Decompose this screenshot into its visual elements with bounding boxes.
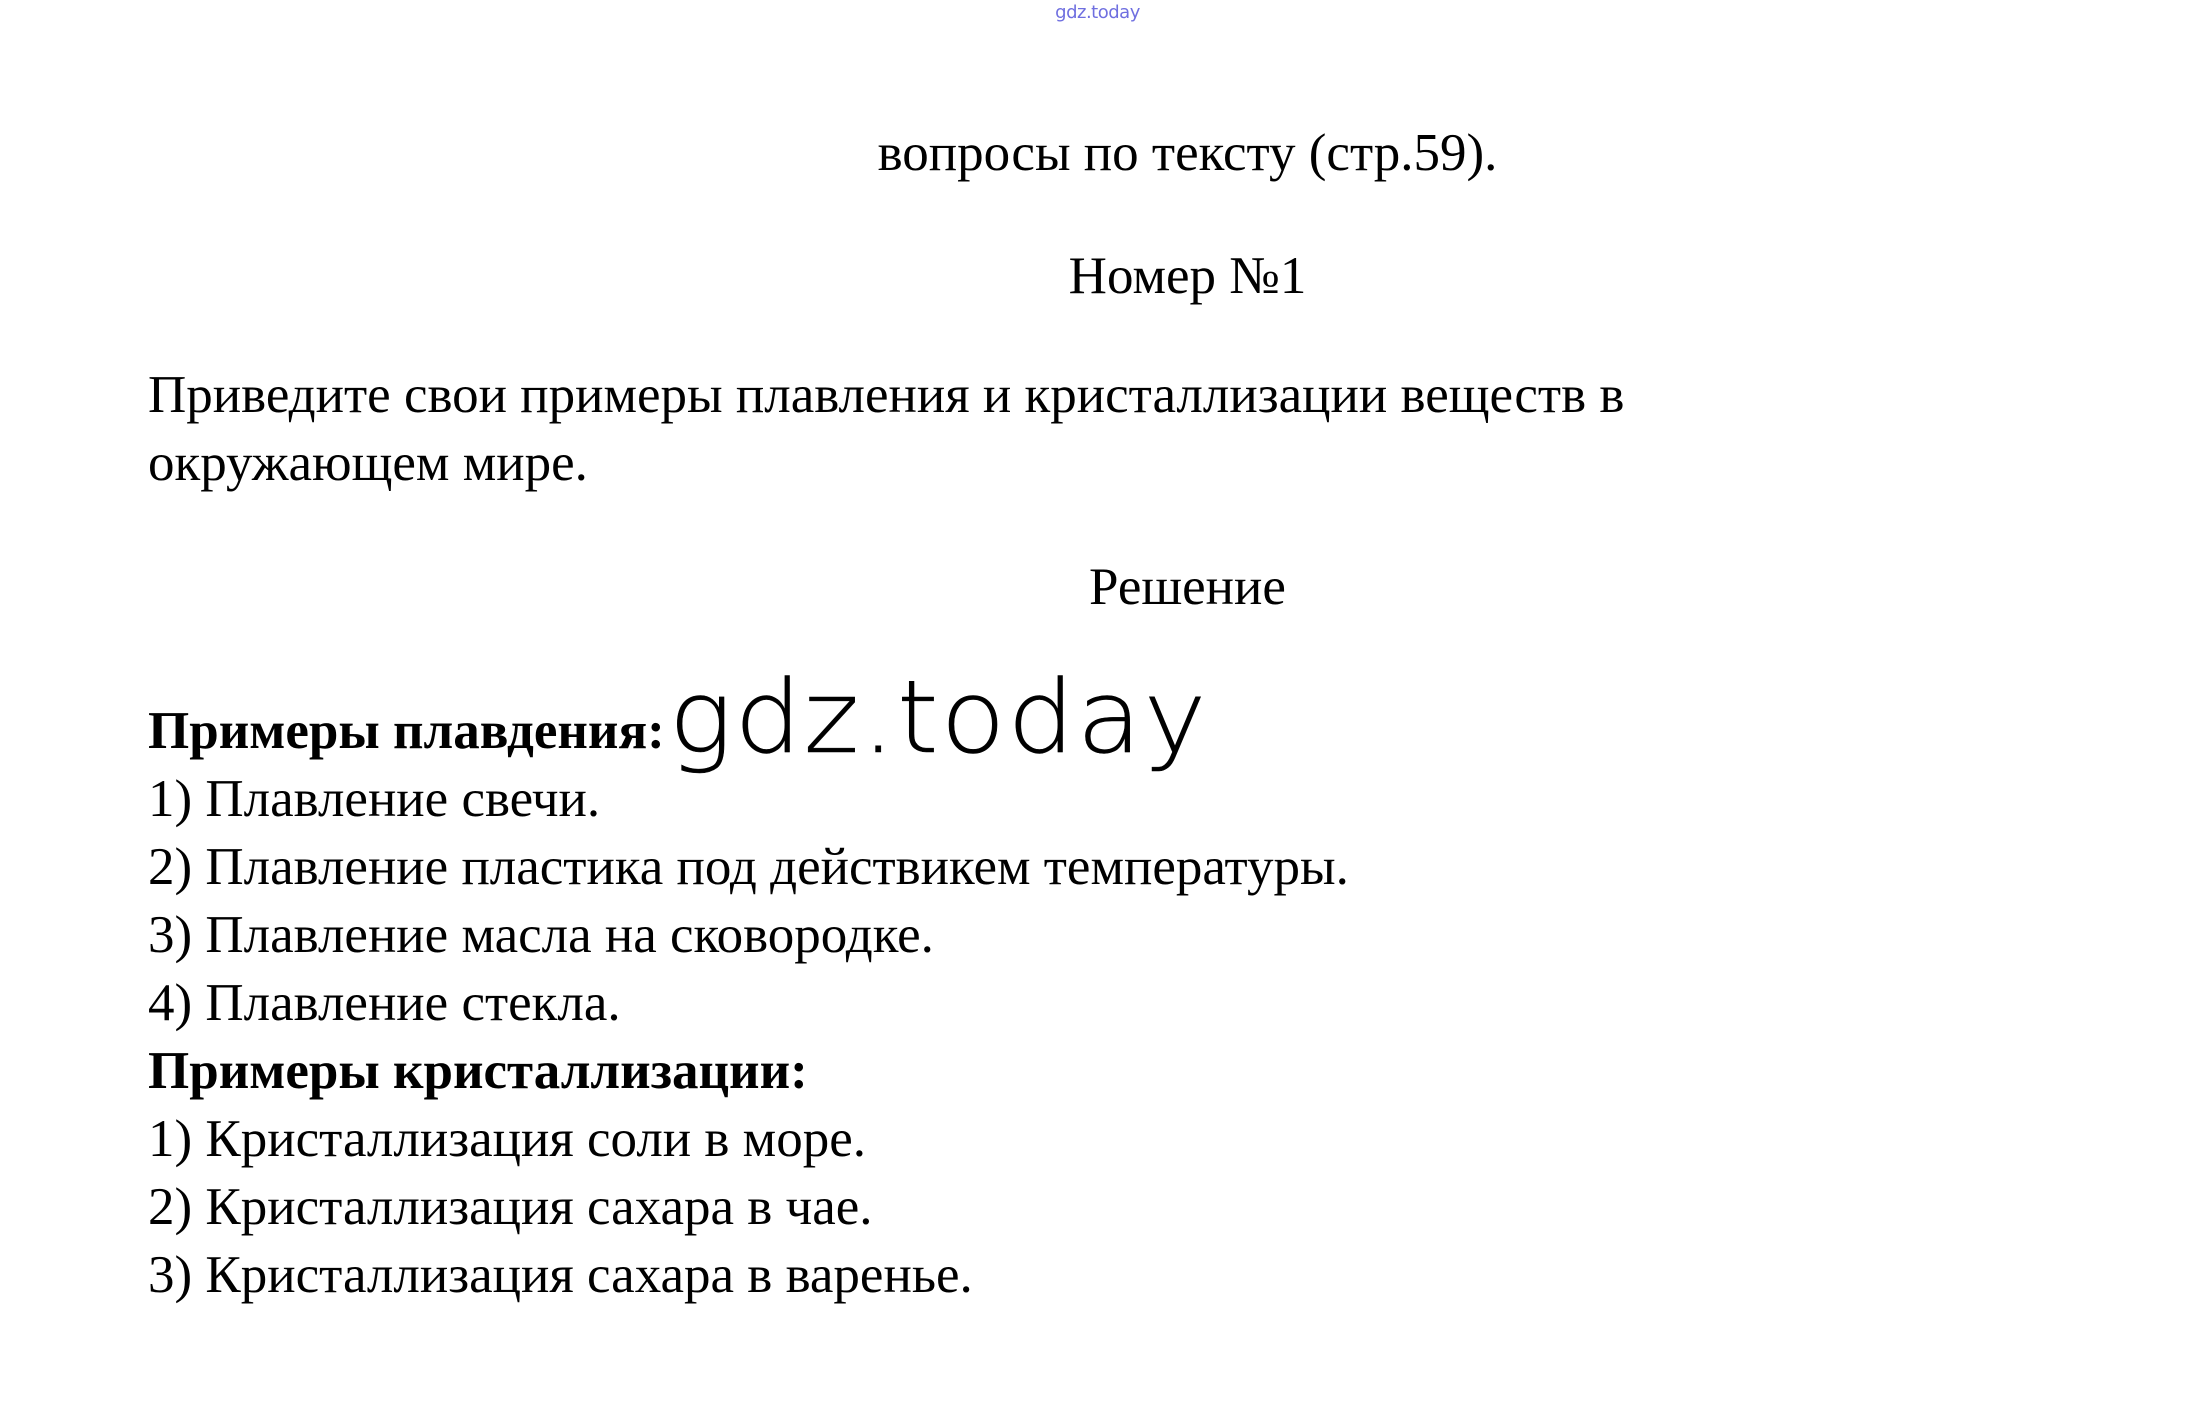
large-watermark: gdz.today (668, 659, 1209, 776)
page-subtitle: вопросы по тексту (стр.59). (877, 124, 1498, 182)
solution-heading: Решение (1089, 558, 1286, 616)
melting-heading: Примеры плавдения: (148, 702, 665, 760)
question-text (148, 361, 1624, 497)
crystallization-item: 1) Кристаллизация соли в море. (148, 1110, 866, 1168)
crystallization-item: 2) Кристаллизация сахара в чае. (148, 1178, 873, 1236)
answer-block (148, 659, 1349, 1309)
crystallization-item: 3) Кристаллизация сахара в варенье. (148, 1246, 973, 1304)
question-line-1: Приведите свои примеры плавления и кристаллизации веществ в (148, 366, 1625, 424)
melting-item: 1) Плавление свечи. (148, 770, 601, 828)
melting-item: 2) Плавление пластика под действикем температуры. (148, 838, 1349, 896)
crystallization-heading: Примеры кристаллизации: (148, 1042, 808, 1100)
melting-heading-row (148, 659, 1349, 776)
problem-number: Номер №1 (1068, 247, 1307, 305)
melting-item: 3) Плавление масла на сковородке. (148, 906, 934, 964)
top-watermark: gdz.today (1055, 2, 1140, 23)
question-line-2: окружающем мире. (148, 434, 588, 492)
melting-item: 4) Плавление стекла. (148, 974, 621, 1032)
